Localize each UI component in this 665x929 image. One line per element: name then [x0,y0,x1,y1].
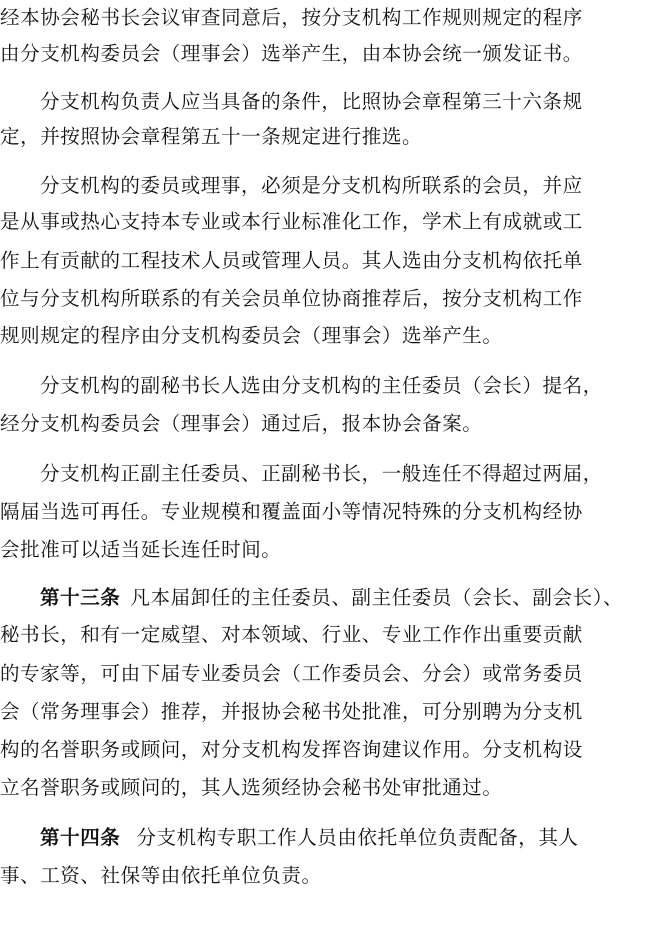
text-line: 规则规定的程序由分支机构委员会（理事会）选举产生。 [0,324,503,347]
paragraph-start-line: 分支机构的委员或理事，必须是分支机构所联系的会员，并应 [40,174,583,197]
text-line: 秘书长，和有一定威望、对本领域、行业、专业工作作出重要贡献 [0,623,583,646]
text-line: 由分支机构委员会（理事会）选举产生，由本协会统一颁发证书。 [0,42,583,65]
paragraph-start-line: 分支机构正副主任委员、正副秘书长，一般连任不得超过两届， [40,462,603,485]
text-line: 作上有贡献的工程技术人员或管理人员。其人选由分支机构依托单 [0,249,583,272]
text-line: 隔届当选可再任。专业规模和覆盖面小等情况特殊的分支机构经协 [0,500,583,523]
text-line: 位与分支机构所联系的有关会员单位协商推荐后，按分支机构工作 [0,287,583,310]
text-line: 事、工资、社保等由依托单位负责。 [0,864,322,887]
text-line: 经分支机构委员会（理事会）通过后，报本协会备案。 [0,412,483,435]
text-line: 会（常务理事会）推荐，并报协会秘书处批准，可分别聘为分支机 [0,700,583,723]
text-line: 经本协会秘书长会议审查同意后，按分支机构工作规则规定的程序 [0,6,583,29]
text-line: 立名誉职务或顾问的，其人选须经协会秘书处审批通过。 [0,776,503,799]
text-line: 的专家等，可由下届专业委员会（工作委员会、分会）或常务委员 [0,662,583,685]
paragraph-start-line: 分支机构负责人应当具备的条件，比照协会章程第三十六条规 [40,90,583,113]
text-line: 定，并按照协会章程第五十一条规定进行推选。 [0,125,423,148]
article-14-first-line [40,824,579,852]
article-13-text: 凡本届卸任的主任委员、副主任委员（会长、副会长）、 [130,586,624,609]
article-13-first-line [40,584,623,612]
article-13-label: 第十三条 [40,586,121,609]
text-line: 构的名誉职务或顾问，对分支机构发挥咨询建议作用。分支机构设 [0,738,583,761]
text-line: 会批准可以适当延长连任时间。 [0,538,282,561]
article-14-text: 分支机构专职工作人员由依托单位负责配备，其人 [136,826,579,849]
text-line: 是从事或热心支持本专业或本行业标准化工作，学术上有成就或工 [0,210,583,233]
article-14-label: 第十四条 [40,826,121,849]
paragraph-start-line: 分支机构的副秘书长人选由分支机构的主任委员（会长）提名， [40,374,603,397]
